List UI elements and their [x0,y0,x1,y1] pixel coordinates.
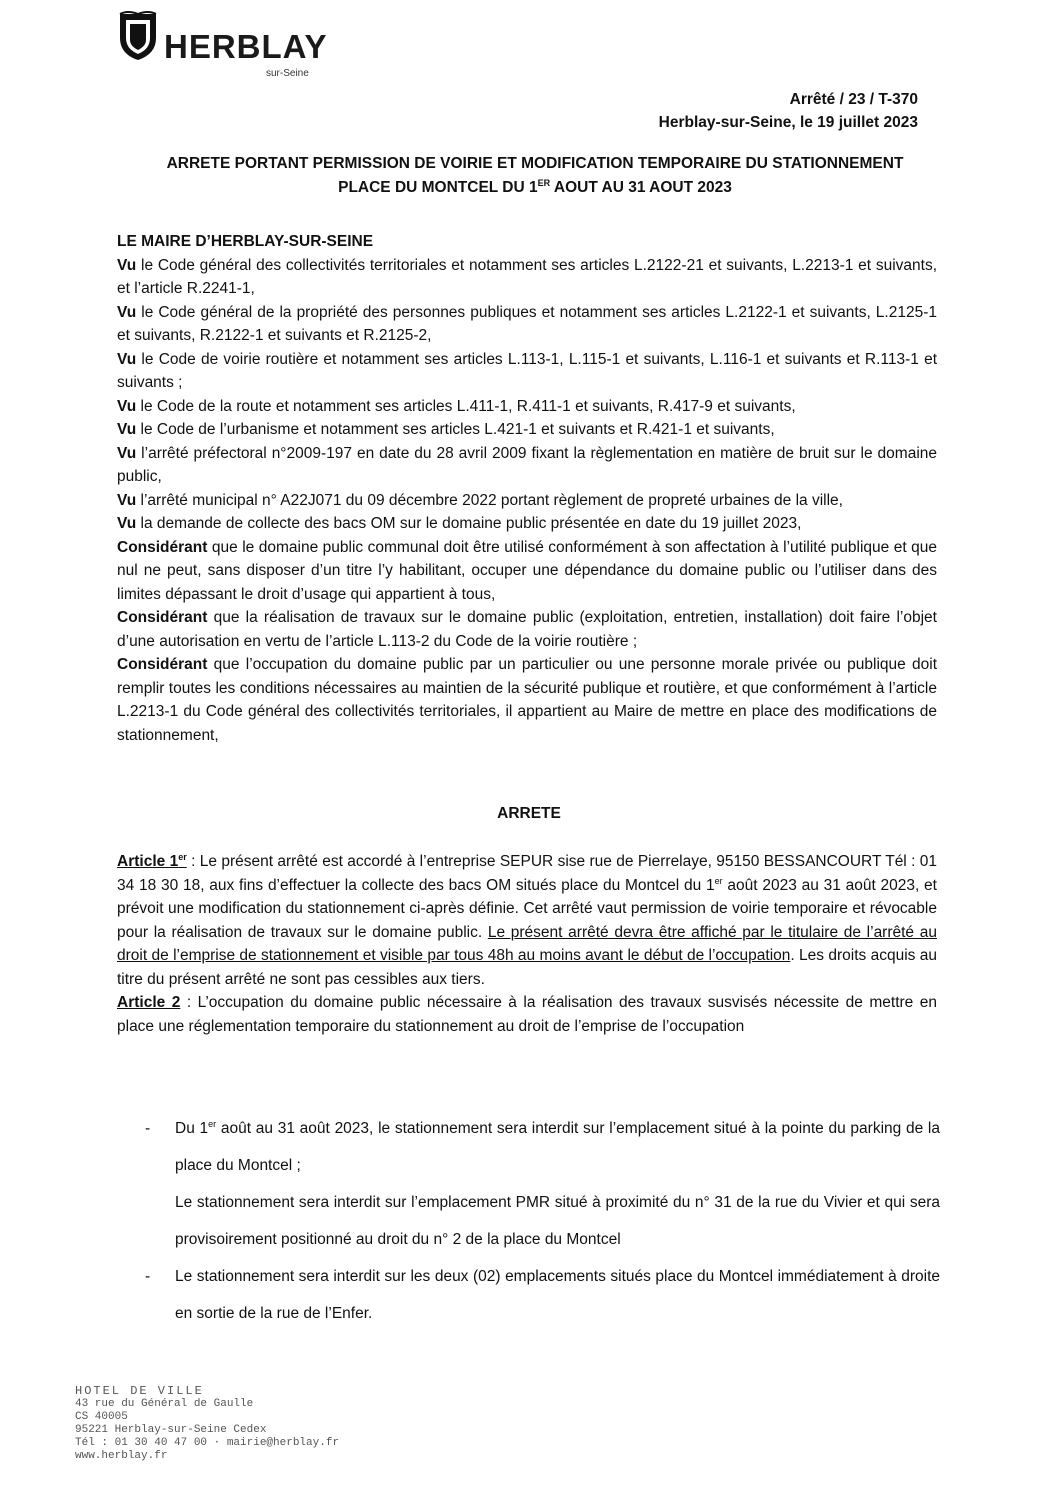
preamble-item: Vu le Code de la route et notamment ses articles L.411-1, R.411-1 et suivants, R.417-9 et suivants, [117,397,796,415]
footer-website: www.herblay.fr [75,1450,168,1462]
preamble-item: Vu l’arrêté préfectoral n°2009-197 en date du 28 avril 2009 fixant la règlementation en matière de bruit sur le domaine public, [117,444,937,485]
footer-address [75,1385,339,1463]
title-line-2: PLACE DU MONTCEL DU 1ER AOUT AU 31 AOUT 2023 [338,177,732,196]
logo [116,10,336,79]
preamble-item: Vu la demande de collecte des bacs OM sur le domaine public présentée en date du 19 juillet 2023, [117,515,802,532]
list-item: - Du 1er août au 31 août 2023, le stationnement sera interdit sur l’emplacement situé à la pointe du parking de la place du Montcel ; [145,1118,940,1174]
preamble-item: Considérant que l’occupation du domaine public par un particulier ou une personne morale privée ou publique doit remplir toutes les conditions nécessaires au maintien de la sécurité publique et routière, et que conformément à l’article L.2213-1 du Code général des collectivités territoriales, il appartient au Maire de mettre en place des modifications de stationnement, [117,656,937,744]
footer-street: 43 rue du Général de Gaulle [75,1398,254,1410]
preamble-item: Vu l’arrêté municipal n° A22J071 du 09 décembre 2022 portant règlement de propreté urbaines de la ville, [117,491,843,509]
article-1: Article 1er : Le présent arrêté est accordé à l’entreprise SEPUR sise rue de Pierrelaye, 95150 BESSANCOURT Tél : 01 34 18 30 18, aux fins d’effectuer la collecte des bacs OM situés place du Montcel du 1er août 2023 au 31 août 2023, et prévoit une modification du stationnement ci-après définie. Cet arrêté vaut permission de voirie temporaire et révocable pour la réalisation de travaux sur le domaine public. Le présent arrêté devra être affiché par le titulaire de l’arrêté au droit de l’emprise de stationnement et visible par tous 48h au moins avant le début de l’occupation. Les droits acquis au titre du présent arrêté ne sont pas cessibles aux tiers. [117,851,937,988]
preamble-item: Considérant que la réalisation de travaux sur le domaine public (exploitation, entretien, installation) doit faire l’objet d’une autorisation en vertu de l’article L.113-2 du Code de la voirie routière ; [117,609,937,650]
reference-block [659,88,918,134]
preamble-item: Vu le Code de l’urbanisme et notamment ses articles L.421-1 et suivants et R.421-1 et suivants, [117,421,775,438]
parking-restrictions-list [140,1110,940,1332]
document-title [100,152,970,200]
list-item: Le stationnement sera interdit sur l’emplacement PMR situé à proximité du n° 31 de la rue du Vivier et qui sera provisoirement positionné au droit du n° 2 de la place du Montcel [175,1194,940,1248]
crest-icon [116,10,160,62]
reference-number: Arrêté / 23 / T-370 [789,91,918,108]
preamble-item: Vu le Code général des collectivités territoriales et notamment ses articles L.2122-21 et suivants, L.2213-1 et suivants, et l’article R.2241-1, [117,256,937,297]
logo-subtitle: sur-Seine [266,68,309,79]
list-item: - Le stationnement sera interdit sur les deux (02) emplacements situés place du Montcel immédiatement à droite en sortie de la rue de l’Enfer. [145,1268,940,1322]
arrete-heading: ARRETE [497,805,561,822]
title-line-1: ARRETE PORTANT PERMISSION DE VOIRIE ET MODIFICATION TEMPORAIRE DU STATIONNEMENT [166,155,904,172]
footer-hotel-de-ville: HOTEL DE VILLE [75,1384,204,1398]
preamble-item: Considérant que le domaine public communal doit être utilisé conformément à son affectation à l’utilité publique et que nul ne peut, sans disposer d’un titre l’y habilitant, occuper une dépendance du domaine public ou l’utiliser dans des limites dépassant le droit d’usage qui appartient à tous, [117,538,937,603]
posting-requirement: Le présent arrêté devra être affiché par le titulaire de l’arrêté au droit de l’emprise de stationnement et visible par tous 48h au moins avant le début de l’occupation [117,923,937,964]
articles [117,850,937,1038]
maire-heading: LE MAIRE D’HERBLAY-SUR-SEINE [117,233,374,250]
preamble-item: Vu le Code de voirie routière et notamment ses articles L.113-1, L.115-1 et suivants, L.116-1 et suivants et R.113-1 et suivants ; [117,350,937,391]
footer-cs: CS 40005 [75,1411,128,1423]
footer-contact: Tél : 01 30 40 47 00 · mairie@herblay.fr [75,1437,340,1449]
footer-city: 95221 Herblay-sur-Seine Cedex [75,1424,267,1436]
preamble [117,230,937,747]
article-2: Article 2 : L’occupation du domaine public nécessaire à la réalisation des travaux susvisés nécessite de mettre en place une réglementation temporaire du stationnement au droit de l’emprise de l’occupation [117,994,937,1035]
logo-name: HERBLAY [164,28,328,65]
place-date: Herblay-sur-Seine, le 19 juillet 2023 [658,114,918,131]
preamble-item: Vu le Code général de la propriété des personnes publiques et notamment ses articles L.2122-1 et suivants, L.2125-1 et suivants, R.2122-1 et suivants et R.2125-2, [117,303,937,344]
